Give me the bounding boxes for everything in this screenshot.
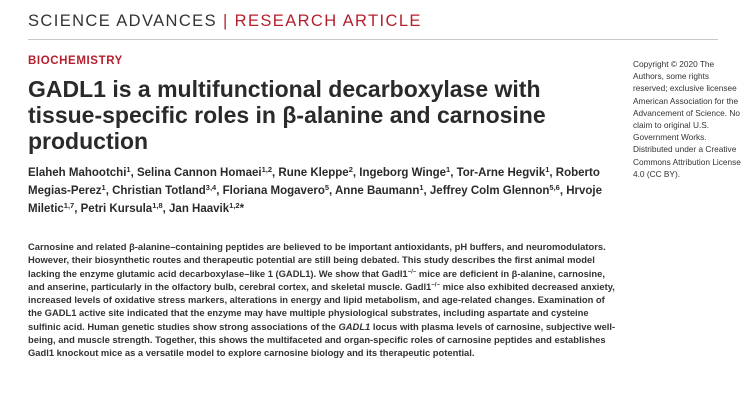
author-name: Selina Cannon Homaei [136,167,262,179]
author-affiliation: 1 [101,183,106,192]
header-separator: | [222,12,229,30]
author-affiliation: 1,2 [261,165,273,174]
author-affiliation: 1 [419,183,424,192]
header-divider [28,39,718,40]
author-separator: , [450,167,457,179]
author-affiliation: 1 [446,165,451,174]
abstract-text: mice are deficient in β-alanine, carnosine, and anserine, particularly in the olfactory bulb, cerebral cortex, and skeletal muscle. Gadl1 [28,267,605,292]
author-name: Christian Totland [112,185,206,197]
author[interactable] [359,167,456,179]
author-name: Tor-Arne Hegvik [456,167,546,179]
author-affiliation: 5 [324,183,330,192]
author-separator: , [162,203,170,215]
author-separator: , [272,167,279,179]
author-separator: , [559,185,567,197]
author[interactable] [81,203,169,215]
author-affiliation: 1,2 [229,201,240,210]
copyright-notice: Copyright © 2020 The Authors, some rights reserved; exclusive licensee American Association for the Advancement of Science. No claim to original U.S. Government Works. Distributed under a Creative Commons Attribution License 4.0 (CC BY). [633,59,741,179]
author[interactable] [335,185,430,197]
journal-name: SCIENCE ADVANCES [28,12,217,30]
author-affiliation: 1,7 [63,201,75,210]
author-name: Floriana Mogavero [222,185,325,197]
author-name: Rune Kleppe [278,167,349,179]
author[interactable] [430,185,566,197]
author-separator: * [239,203,245,215]
author-separator: , [549,167,556,179]
author-name: Jan Haavik [169,203,230,215]
abstract-text: mice also exhibited decreased anxiety, increased levels of oxidative stress markers, alterations in energy and lipid metabolism, and age-related changes. Examination of the GADL1 active site indicated that the enzyme may have multiple physiological substrates, including aspartate and cysteine sulfinic acid. Human genetic studies show strong associations of the [28,280,615,332]
abstract-text: Carnosine and related β-alanine–containing peptides are believed to be important antioxidants, pH buffers, and neuromodulators. However, their biosynthetic routes and therapeutic potential are still being debated. This study describes the first animal model lacking the enzyme glutamic acid decarboxylase–like 1 (GADL1). We show that Gadl1 [28,241,606,279]
author-name: Roberto Megias-Perez [28,167,600,197]
author-affiliation: 1 [126,165,131,174]
abstract [28,240,618,360]
author-name: Anne Baumann [335,185,420,197]
author-separator: , [74,203,81,215]
author-name: Hrvoje Miletic [28,185,603,215]
author-affiliation: 1,8 [152,201,163,210]
author-list [28,164,608,218]
author-name: Jeffrey Colm Glennon [429,185,550,197]
author[interactable] [28,167,137,179]
author-separator: , [329,185,335,197]
abstract-gene-name: GADL1 [338,320,371,332]
journal-header [28,12,422,31]
author-separator: , [216,185,223,197]
author[interactable] [169,203,244,215]
author[interactable] [112,185,223,197]
author[interactable] [223,185,335,197]
author-separator: , [105,185,113,197]
subject-label: BIOCHEMISTRY [28,55,123,67]
article-title: GADL1 is a multifunctional decarboxylase with tissue-specific roles in β-alanine and carnosine production [28,76,546,154]
abstract-superscript: −/− [431,282,440,289]
author[interactable] [137,167,278,179]
author-separator: , [352,167,360,179]
abstract-text: locus with plasma levels of carnosine, subjective well-being, and muscle strength. Together, this shows the multifaceted and organ-specific roles of carnosine peptides and establishes Gadl1 knockout mice as a versatile model to explore carnosine biology and its therapeutic potential. [28,320,616,359]
author-affiliation: 2 [348,165,353,174]
author[interactable] [278,167,359,179]
author-affiliation: 3,4 [205,183,217,192]
author-affiliation: 1 [545,165,550,174]
author-affiliation: 5,6 [549,183,560,192]
author-name: Elaheh Mahootchi [28,167,127,179]
author[interactable] [457,167,556,179]
abstract-superscript: −/− [407,269,417,276]
article-type: RESEARCH ARTICLE [234,12,422,30]
author-name: Ingeborg Winge [359,167,447,179]
author-name: Petri Kursula [80,203,153,215]
author-separator: , [423,185,430,197]
author-separator: , [130,167,137,179]
